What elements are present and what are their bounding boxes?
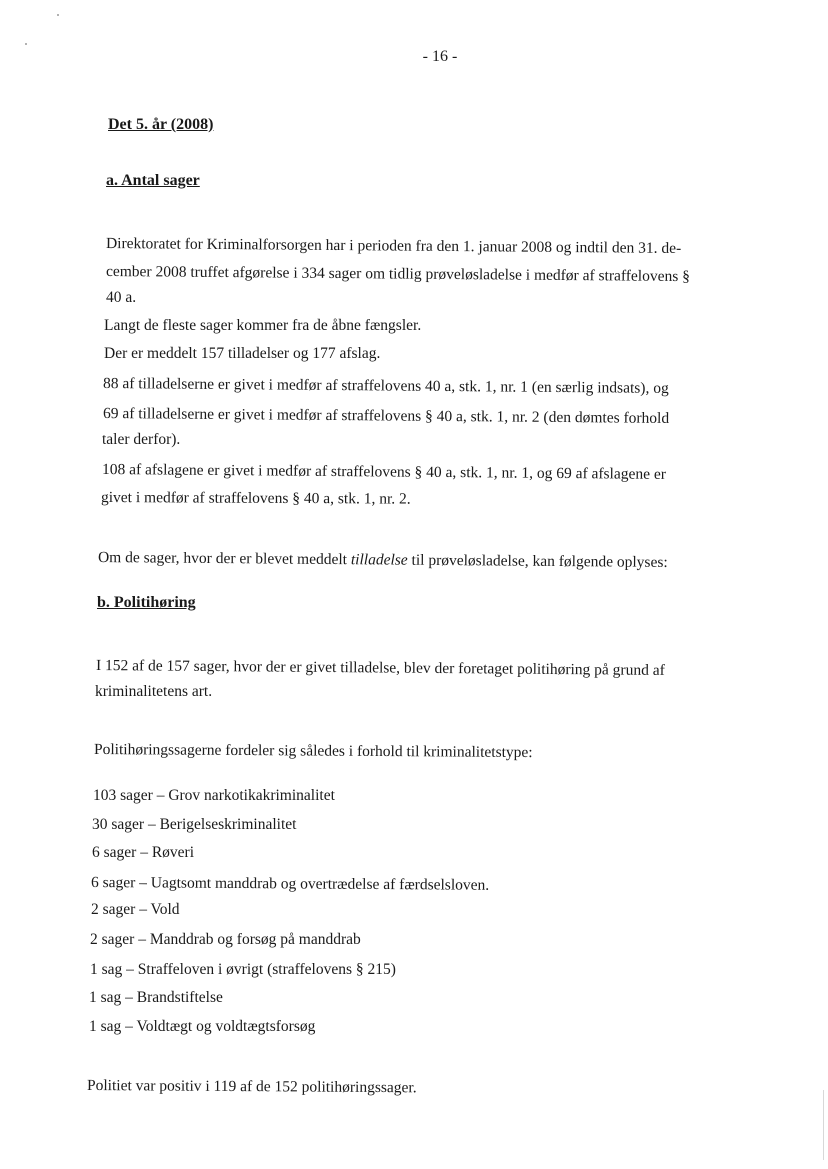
permit-intro-text: Om de sager, hvor der er blevet meddelt: [97, 549, 351, 569]
scan-edge-mark: [823, 1090, 824, 1160]
conclusion-line: Politiet var positiv i 119 af de 152 politihøringssager.: [86, 1077, 417, 1097]
year-heading: Det 5. år (2008): [108, 116, 214, 133]
crime-type-item: 1 sag – Voldtægt og voldtægtsforsøg: [89, 1018, 316, 1035]
permits-line: 69 af tilladelserne er givet i medfør af straffelovens § 40 a, stk. 1, nr. 2 (den dømtes forhold: [102, 405, 670, 427]
paragraph-line: kriminalitetens art.: [95, 683, 213, 700]
crime-type-item: 30 sager – Berigelseskriminalitet: [92, 816, 297, 833]
refusals-line: givet i medfør af straffelovens § 40 a, stk. 1, nr. 2.: [100, 489, 411, 508]
distribution-intro: Politihøringssagerne fordeler sig således i forhold til kriminalitetstype:: [93, 741, 533, 762]
permit-intro-text: til prøveløsladelse, kan følgende oplyses:: [407, 551, 668, 571]
open-prisons-line: Langt de fleste sager kommer fra de åbne fængsler.: [104, 317, 422, 334]
crime-type-item: 6 sager – Røveri: [92, 844, 195, 861]
scan-speck: [57, 14, 59, 16]
scan-speck: [25, 43, 27, 45]
page-number: - 16 -: [422, 48, 458, 65]
paragraph-line: I 152 af de 157 sager, hvor der er givet tilladelse, blev der foretaget politihøring på grund af: [95, 657, 665, 679]
crime-type-item: 2 sager – Vold: [91, 901, 180, 918]
crime-type-item: 1 sag – Straffeloven i øvrigt (straffelovens § 215): [90, 961, 396, 978]
section-a-heading: a. Antal sager: [106, 172, 200, 189]
paragraph-line: Direktoratet for Kriminalforsorgen har i perioden fra den 1. januar 2008 og indtil den 31. de-: [105, 235, 682, 258]
paragraph-line: 40 a.: [106, 289, 137, 306]
permit-intro-italic: tilladelse: [350, 551, 408, 569]
permits-line: 88 af tilladelserne er givet i medfør af straffelovens 40 a, stk. 1, nr. 1 (en særlig indsats), og: [102, 375, 669, 397]
counts-line: Der er meddelt 157 tilladelser og 177 afslag.: [104, 345, 381, 362]
paragraph-line: cember 2008 truffet afgørelse i 334 sager om tidlig prøveløsladelse i medfør af straffelovens §: [105, 263, 690, 286]
section-b-heading: b. Politihøring: [97, 594, 196, 611]
permits-line: taler derfor).: [102, 431, 181, 448]
crime-type-item: 103 sager – Grov narkotikakriminalitet: [93, 787, 335, 804]
crime-type-item: 6 sager – Uagtsomt manddrab og overtrædelse af færdselsloven.: [90, 874, 490, 894]
crime-type-item: 2 sager – Manddrab og forsøg på manddrab: [90, 931, 361, 948]
crime-type-item: 1 sag – Brandstiftelse: [89, 989, 223, 1006]
permit-intro-line: [98, 548, 668, 573]
refusals-line: 108 af afslagene er givet i medfør af straffelovens § 40 a, stk. 1, nr. 1, og 69 af afslagene er: [101, 461, 667, 483]
